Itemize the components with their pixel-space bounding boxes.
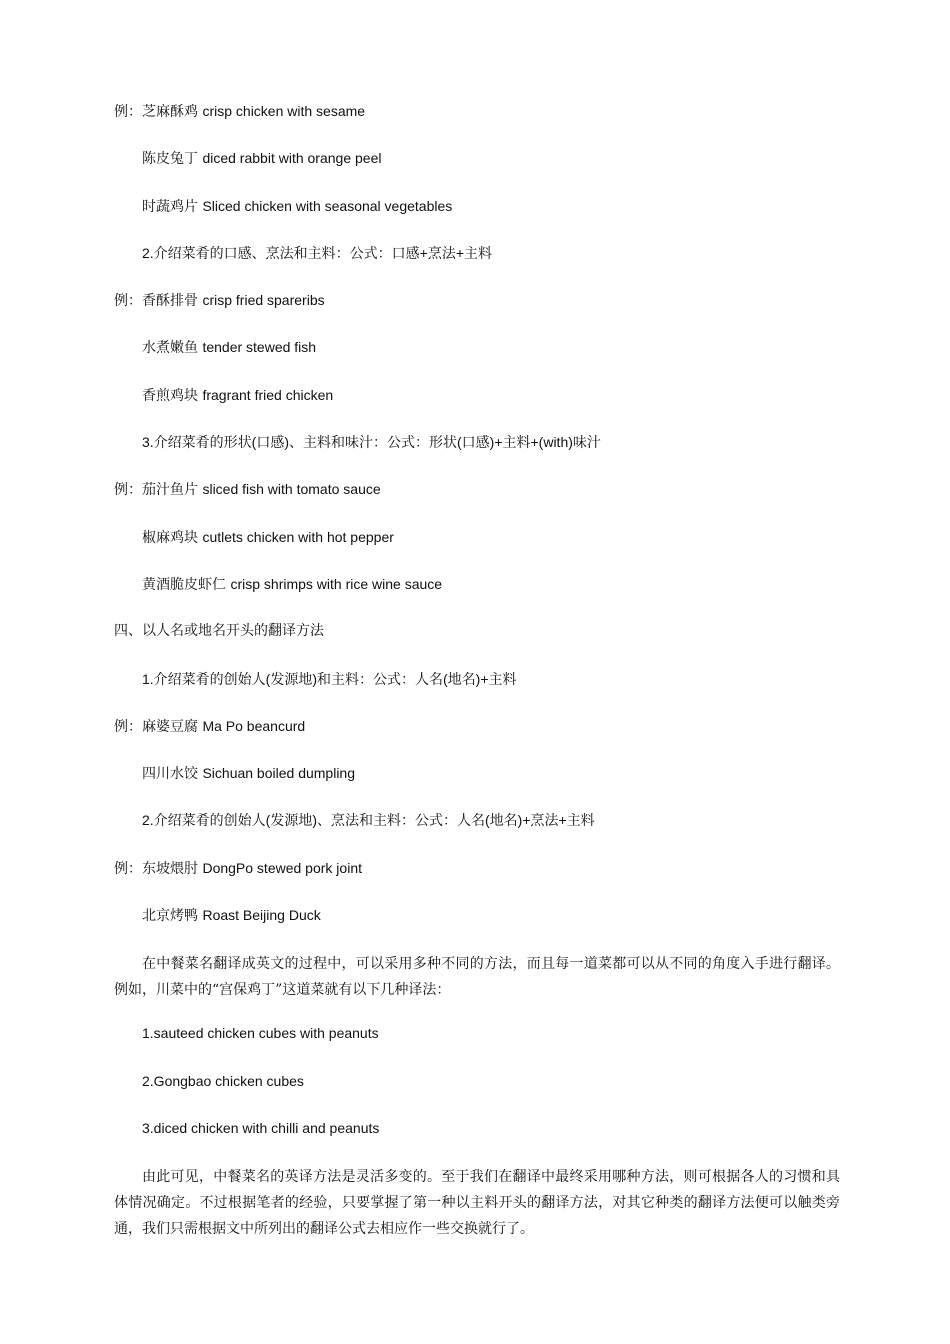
- line-en: 2.介绍菜肴的口感、烹法和主料：公式：口感+烹法+主料: [142, 244, 493, 261]
- line-en: tender stewed fish: [202, 339, 317, 356]
- line-en: crisp fried spareribs: [202, 292, 325, 309]
- text-line: [114, 526, 840, 548]
- line-en: 1.介绍菜肴的创始人(发源地)和主料：公式：人名(地名)+主料: [142, 670, 517, 687]
- line-en: DongPo stewed pork joint: [202, 859, 362, 876]
- text-line: [114, 762, 840, 784]
- list-item: 1.sauteed chicken cubes with peanuts: [142, 1025, 379, 1042]
- text-line: [114, 100, 840, 122]
- list-item: 3.diced chicken with chilli and peanuts: [142, 1119, 380, 1136]
- section-formula: [114, 242, 840, 264]
- line-zh: 例：东坡煨肘: [114, 860, 198, 877]
- text-line: [114, 857, 840, 879]
- text-line: [114, 904, 840, 926]
- line-en: 3.介绍菜肴的形状(口感)、主料和味汁：公式：形状(口感)+主料+(with)味汁: [142, 434, 601, 451]
- line-zh: 时蔬鸡片: [142, 198, 198, 215]
- section-heading: [114, 620, 840, 642]
- text-line: [114, 715, 840, 737]
- line-zh: 例：麻婆豆腐: [114, 718, 198, 735]
- text-line: [114, 195, 840, 217]
- section-formula: [114, 431, 840, 453]
- body-paragraph: 由此可见，中餐菜名的英译方法是灵活多变的。至于我们在翻译中最终采用哪种方法，则可根据各人的习惯和具体情况确定。不过根据笔者的经验，只要掌握了第一种以主料开头的翻译方法，对其它种类的翻译方法便可以触类旁通，我们只需根据文中所列出的翻译公式去相应作一些交换就行了。: [114, 1169, 840, 1238]
- line-zh: 例：茄汁鱼片: [114, 482, 198, 499]
- line-en: 2.介绍菜肴的创始人(发源地)、烹法和主料：公式：人名(地名)+烹法+主料: [142, 812, 595, 829]
- text-line: [114, 573, 840, 595]
- body-paragraph: 在中餐菜名翻译成英文的过程中，可以采用多种不同的方法，而且每一道菜都可以从不同的角度入手进行翻译。例如，川菜中的“宫保鸡丁”这道菜就有以下几种译法：: [114, 956, 840, 999]
- text-line: [114, 336, 840, 358]
- line-zh: 椒麻鸡块: [142, 529, 198, 546]
- line-en: fragrant fried chicken: [202, 386, 334, 403]
- line-zh: 四、以人名或地名开头的翻译方法: [114, 623, 324, 640]
- section-formula: [114, 809, 840, 831]
- line-en: crisp shrimps with rice wine sauce: [230, 575, 443, 592]
- line-zh: 四川水饺: [142, 766, 198, 783]
- line-en: Sichuan boiled dumpling: [202, 765, 356, 782]
- text-line: [114, 478, 840, 500]
- line-zh: 北京烤鸭: [142, 908, 198, 925]
- line-zh: 例：香酥排骨: [114, 293, 198, 310]
- line-en: Sliced chicken with seasonal vegetables: [202, 197, 453, 214]
- line-en: cutlets chicken with hot pepper: [202, 528, 394, 545]
- line-zh: 例：芝麻酥鸡: [114, 104, 198, 120]
- document-page: [114, 100, 840, 1261]
- line-zh: 黄酒脆皮虾仁: [142, 576, 226, 593]
- line-en: diced rabbit with orange peel: [202, 150, 382, 167]
- text-line: [114, 147, 840, 169]
- line-zh: 陈皮兔丁: [142, 151, 198, 168]
- line-en: Ma Po beancurd: [202, 717, 306, 734]
- text-line: [114, 384, 840, 406]
- line-zh: 香煎鸡块: [142, 387, 198, 404]
- line-en: Roast Beijing Duck: [202, 907, 321, 924]
- line-en: sliced fish with tomato sauce: [202, 481, 381, 498]
- text-line: [114, 289, 840, 311]
- line-en: crisp chicken with sesame: [202, 103, 366, 119]
- section-formula: [114, 668, 840, 690]
- list-item: 2.Gongbao chicken cubes: [142, 1072, 304, 1089]
- line-zh: 水煮嫩鱼: [142, 340, 198, 357]
